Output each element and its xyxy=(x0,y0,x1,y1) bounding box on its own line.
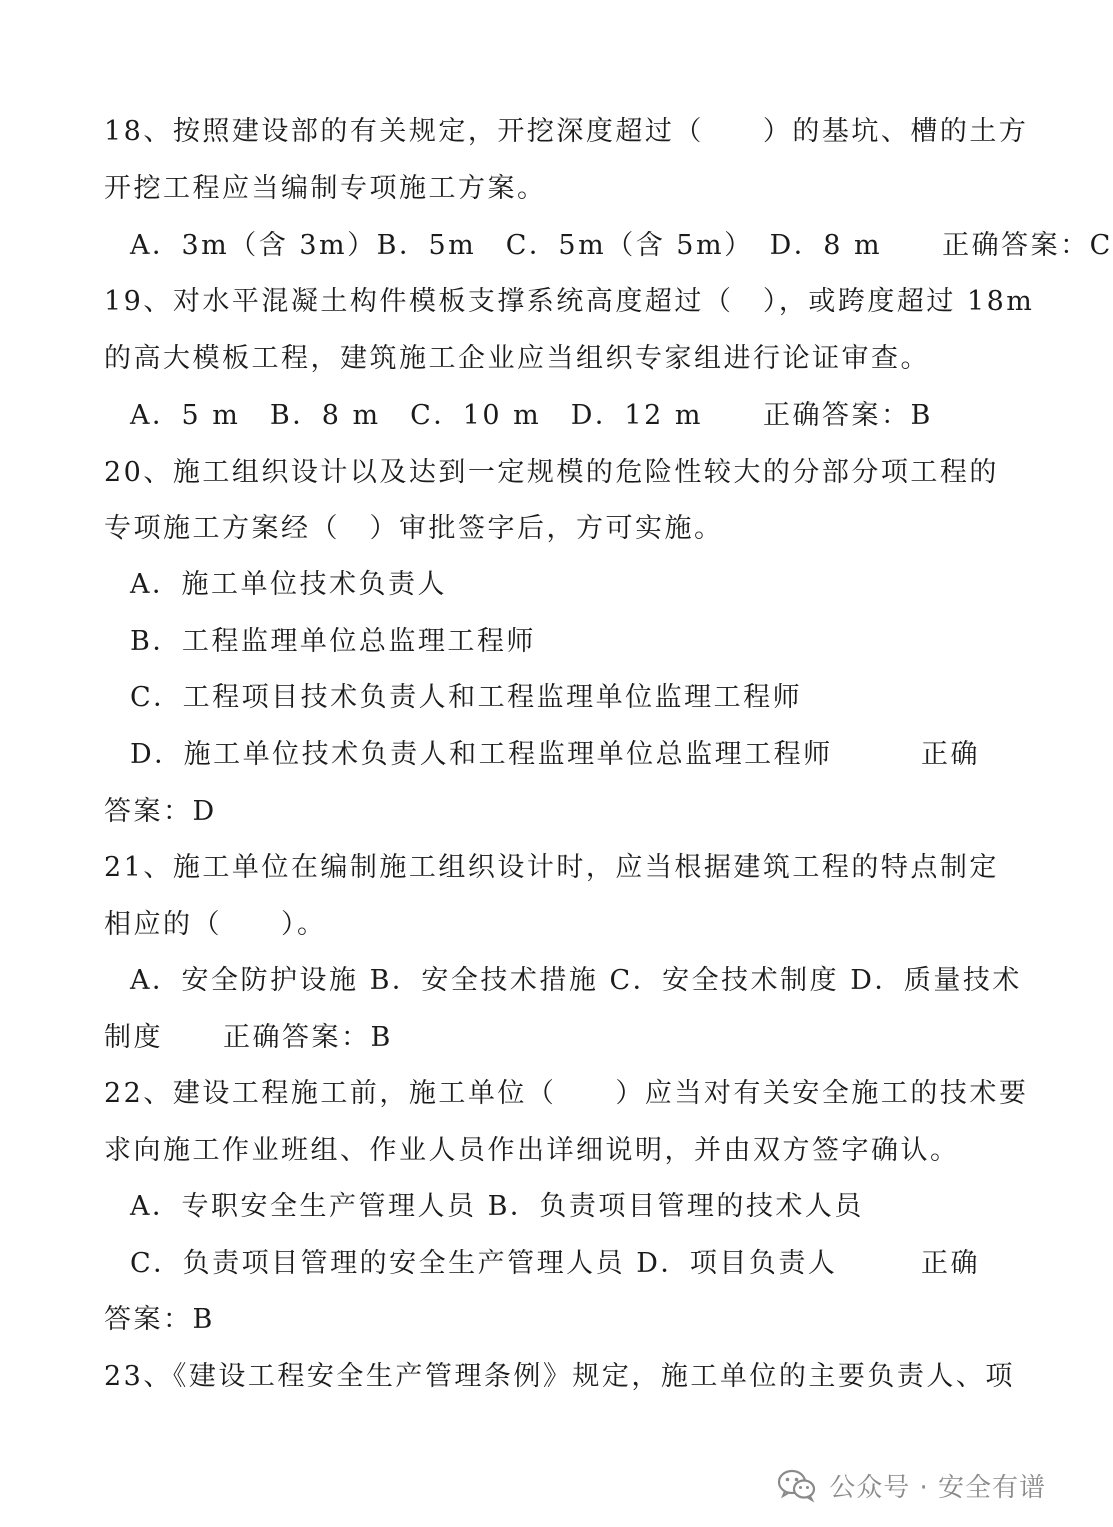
q18-answer: 正确答案：C xyxy=(942,230,1113,261)
q18-options-row xyxy=(130,218,1113,274)
q21-line-2: 相应的（ ）。 xyxy=(104,909,327,940)
q20-option-b: B．工程监理单位总监理工程师 xyxy=(130,626,536,657)
q21-options-cont-row xyxy=(104,1010,984,1066)
wechat-icon xyxy=(777,1468,817,1502)
watermark-text: 公众号 · 安全有谱 xyxy=(829,1472,1046,1503)
q20-option-d-row xyxy=(130,727,980,783)
q22-answer-part1: 正确 xyxy=(921,1248,980,1279)
q18-line-2: 开挖工程应当编制专项施工方案。 xyxy=(104,173,547,204)
q19-line-1: 19、对水平混凝土构件模板支撑系统高度超过（ ），或跨度超过 18m xyxy=(104,286,1035,317)
q20-answer-part1: 正确 xyxy=(921,739,980,770)
q21-options-cont: 制度 xyxy=(104,1022,163,1053)
q21-answer: 正确答案：B xyxy=(223,1022,393,1053)
q20-line-1: 20、施工组织设计以及达到一定规模的危险性较大的分部分项工程的 xyxy=(104,457,999,488)
q20-line-2: 专项施工方案经（ ）审批签字后，方可实施。 xyxy=(104,513,724,544)
q20-option-d: D．施工单位技术负责人和工程监理单位总监理工程师 xyxy=(130,739,833,770)
q21-line-1: 21、施工单位在编制施工组织设计时，应当根据建筑工程的特点制定 xyxy=(104,852,999,883)
q22-options-cd: C．负责项目管理的安全生产管理人员 D．项目负责人 xyxy=(130,1248,838,1279)
q22-line-1: 22、建设工程施工前，施工单位（ ）应当对有关安全施工的技术要 xyxy=(104,1078,1029,1109)
q21-options: A．安全防护设施 B．安全技术措施 C．安全技术制度 D．质量技术 xyxy=(130,965,1022,996)
watermark xyxy=(777,1460,1046,1510)
q19-answer: 正确答案：B xyxy=(762,400,933,431)
q23-line-1: 23、《建设工程安全生产管理条例》规定，施工单位的主要负责人、项 xyxy=(104,1361,1015,1392)
q20-option-c: C．工程项目技术负责人和工程监理单位监理工程师 xyxy=(130,682,803,713)
q19-options: A．5 m B．8 m C．10 m D．12 m xyxy=(130,400,703,431)
q19-options-row xyxy=(130,388,980,444)
q22-options-cd-row xyxy=(130,1236,980,1292)
q18-options: A．3m（含 3m）B．5m C．5m（含 5m） D．8 m xyxy=(130,230,883,261)
q22-answer-part2: 答案：B xyxy=(104,1304,215,1335)
q20-answer-part2: 答案：D xyxy=(104,796,217,827)
q19-line-2: 的高大模板工程，建筑施工企业应当组织专家组进行论证审查。 xyxy=(104,343,930,374)
q22-options-ab: A．专职安全生产管理人员 B．负责项目管理的技术人员 xyxy=(130,1191,864,1222)
q20-option-a: A．施工单位技术负责人 xyxy=(130,569,447,600)
q22-line-2: 求向施工作业班组、作业人员作出详细说明，并由双方签字确认。 xyxy=(104,1135,960,1166)
q18-line-1: 18、按照建设部的有关规定，开挖深度超过（ ）的基坑、槽的土方 xyxy=(104,116,1029,147)
